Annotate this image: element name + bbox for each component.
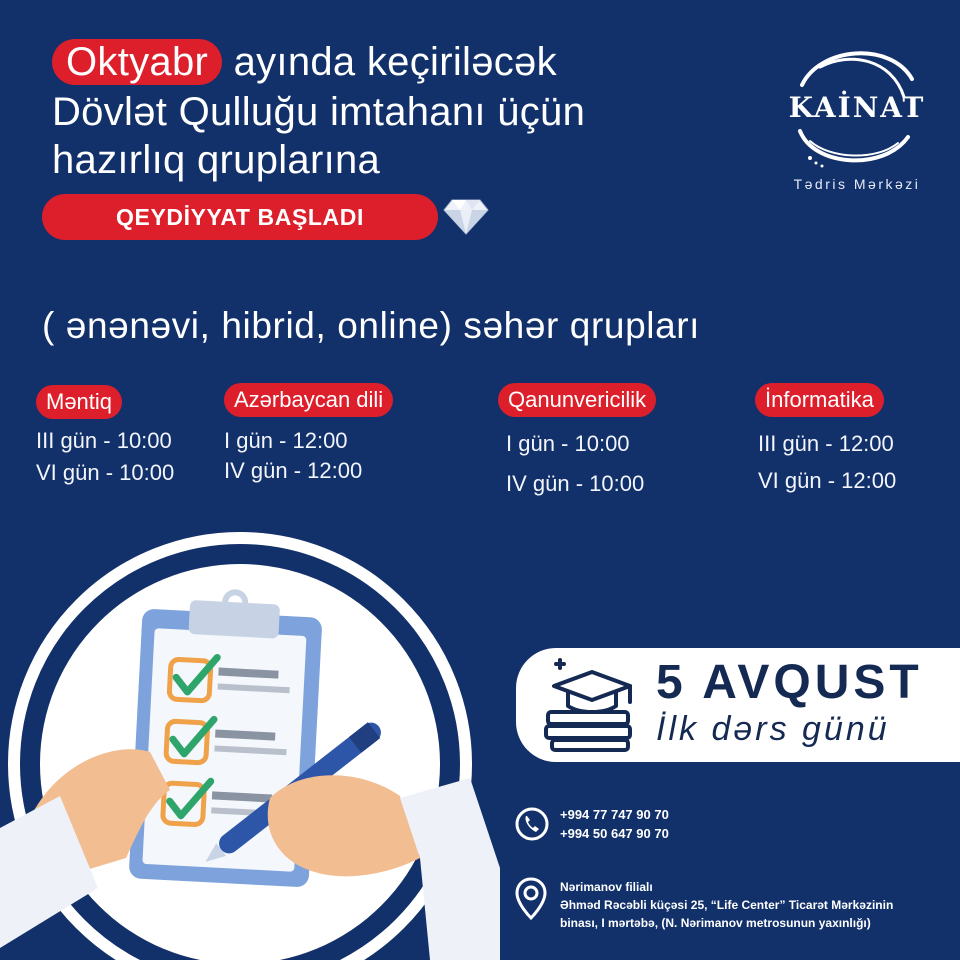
schedule-time: I gün - 12:00 [224,428,348,453]
schedule-time: IV gün - 12:00 [224,458,363,483]
schedule-time: VI gün - 12:00 [758,468,897,493]
subject-mentiq: Məntiq [36,385,122,419]
start-date-label: İlk dərs günü [656,710,890,748]
groups-line: ( ənənəvi, hibrid, online) səhər qrupları [42,305,701,346]
month-highlight: Oktyabr [52,39,222,85]
schedule-time: VI gün - 10:00 [36,460,175,485]
registration-banner: QEYDİYYAT BAŞLADI [42,194,438,240]
phone-number: +994 77 747 90 70 [560,807,669,822]
subject-informatika: İnformatika [755,383,884,417]
logo-subtitle: Tədris Mərkəzi [793,176,921,192]
location-pin-icon [514,876,548,922]
phone-number: +994 50 647 90 70 [560,826,669,841]
start-date: 5 AVQUST [656,656,923,709]
logo-name: KAİNAT [788,91,926,124]
graduation-books-icon [540,656,636,752]
schedule-time: I gün - 10:00 [506,431,630,456]
subject-azerbaycan-dili: Azərbaycan dili [224,383,393,417]
headline-line-1 [52,38,557,86]
headline-line-1-rest: ayında keçiriləcək [233,40,557,84]
headline-line-3: hazırlıq qruplarına [52,138,381,182]
schedule-time: III gün - 10:00 [36,428,172,453]
schedule-time: III gün - 12:00 [758,431,894,456]
subject-qanunvericilik: Qanunvericilik [498,383,656,417]
schedule-time: IV gün - 10:00 [506,471,645,496]
address-line: Əhməd Rəcəbli küçəsi 25, “Life Center” Ticarət Mərkəzinin [560,898,894,912]
diamond-icon [442,194,490,238]
address-line: binası, I mərtəbə, (N. Nərimanov metrosunun yaxınlığı) [560,916,871,930]
phone-icon [514,806,550,842]
branch-name: Nərimanov filialı [560,880,653,894]
headline-line-2: Dövlət Qulluğu imtahanı üçün [52,90,586,134]
clipboard-checklist-illustration [0,528,500,960]
